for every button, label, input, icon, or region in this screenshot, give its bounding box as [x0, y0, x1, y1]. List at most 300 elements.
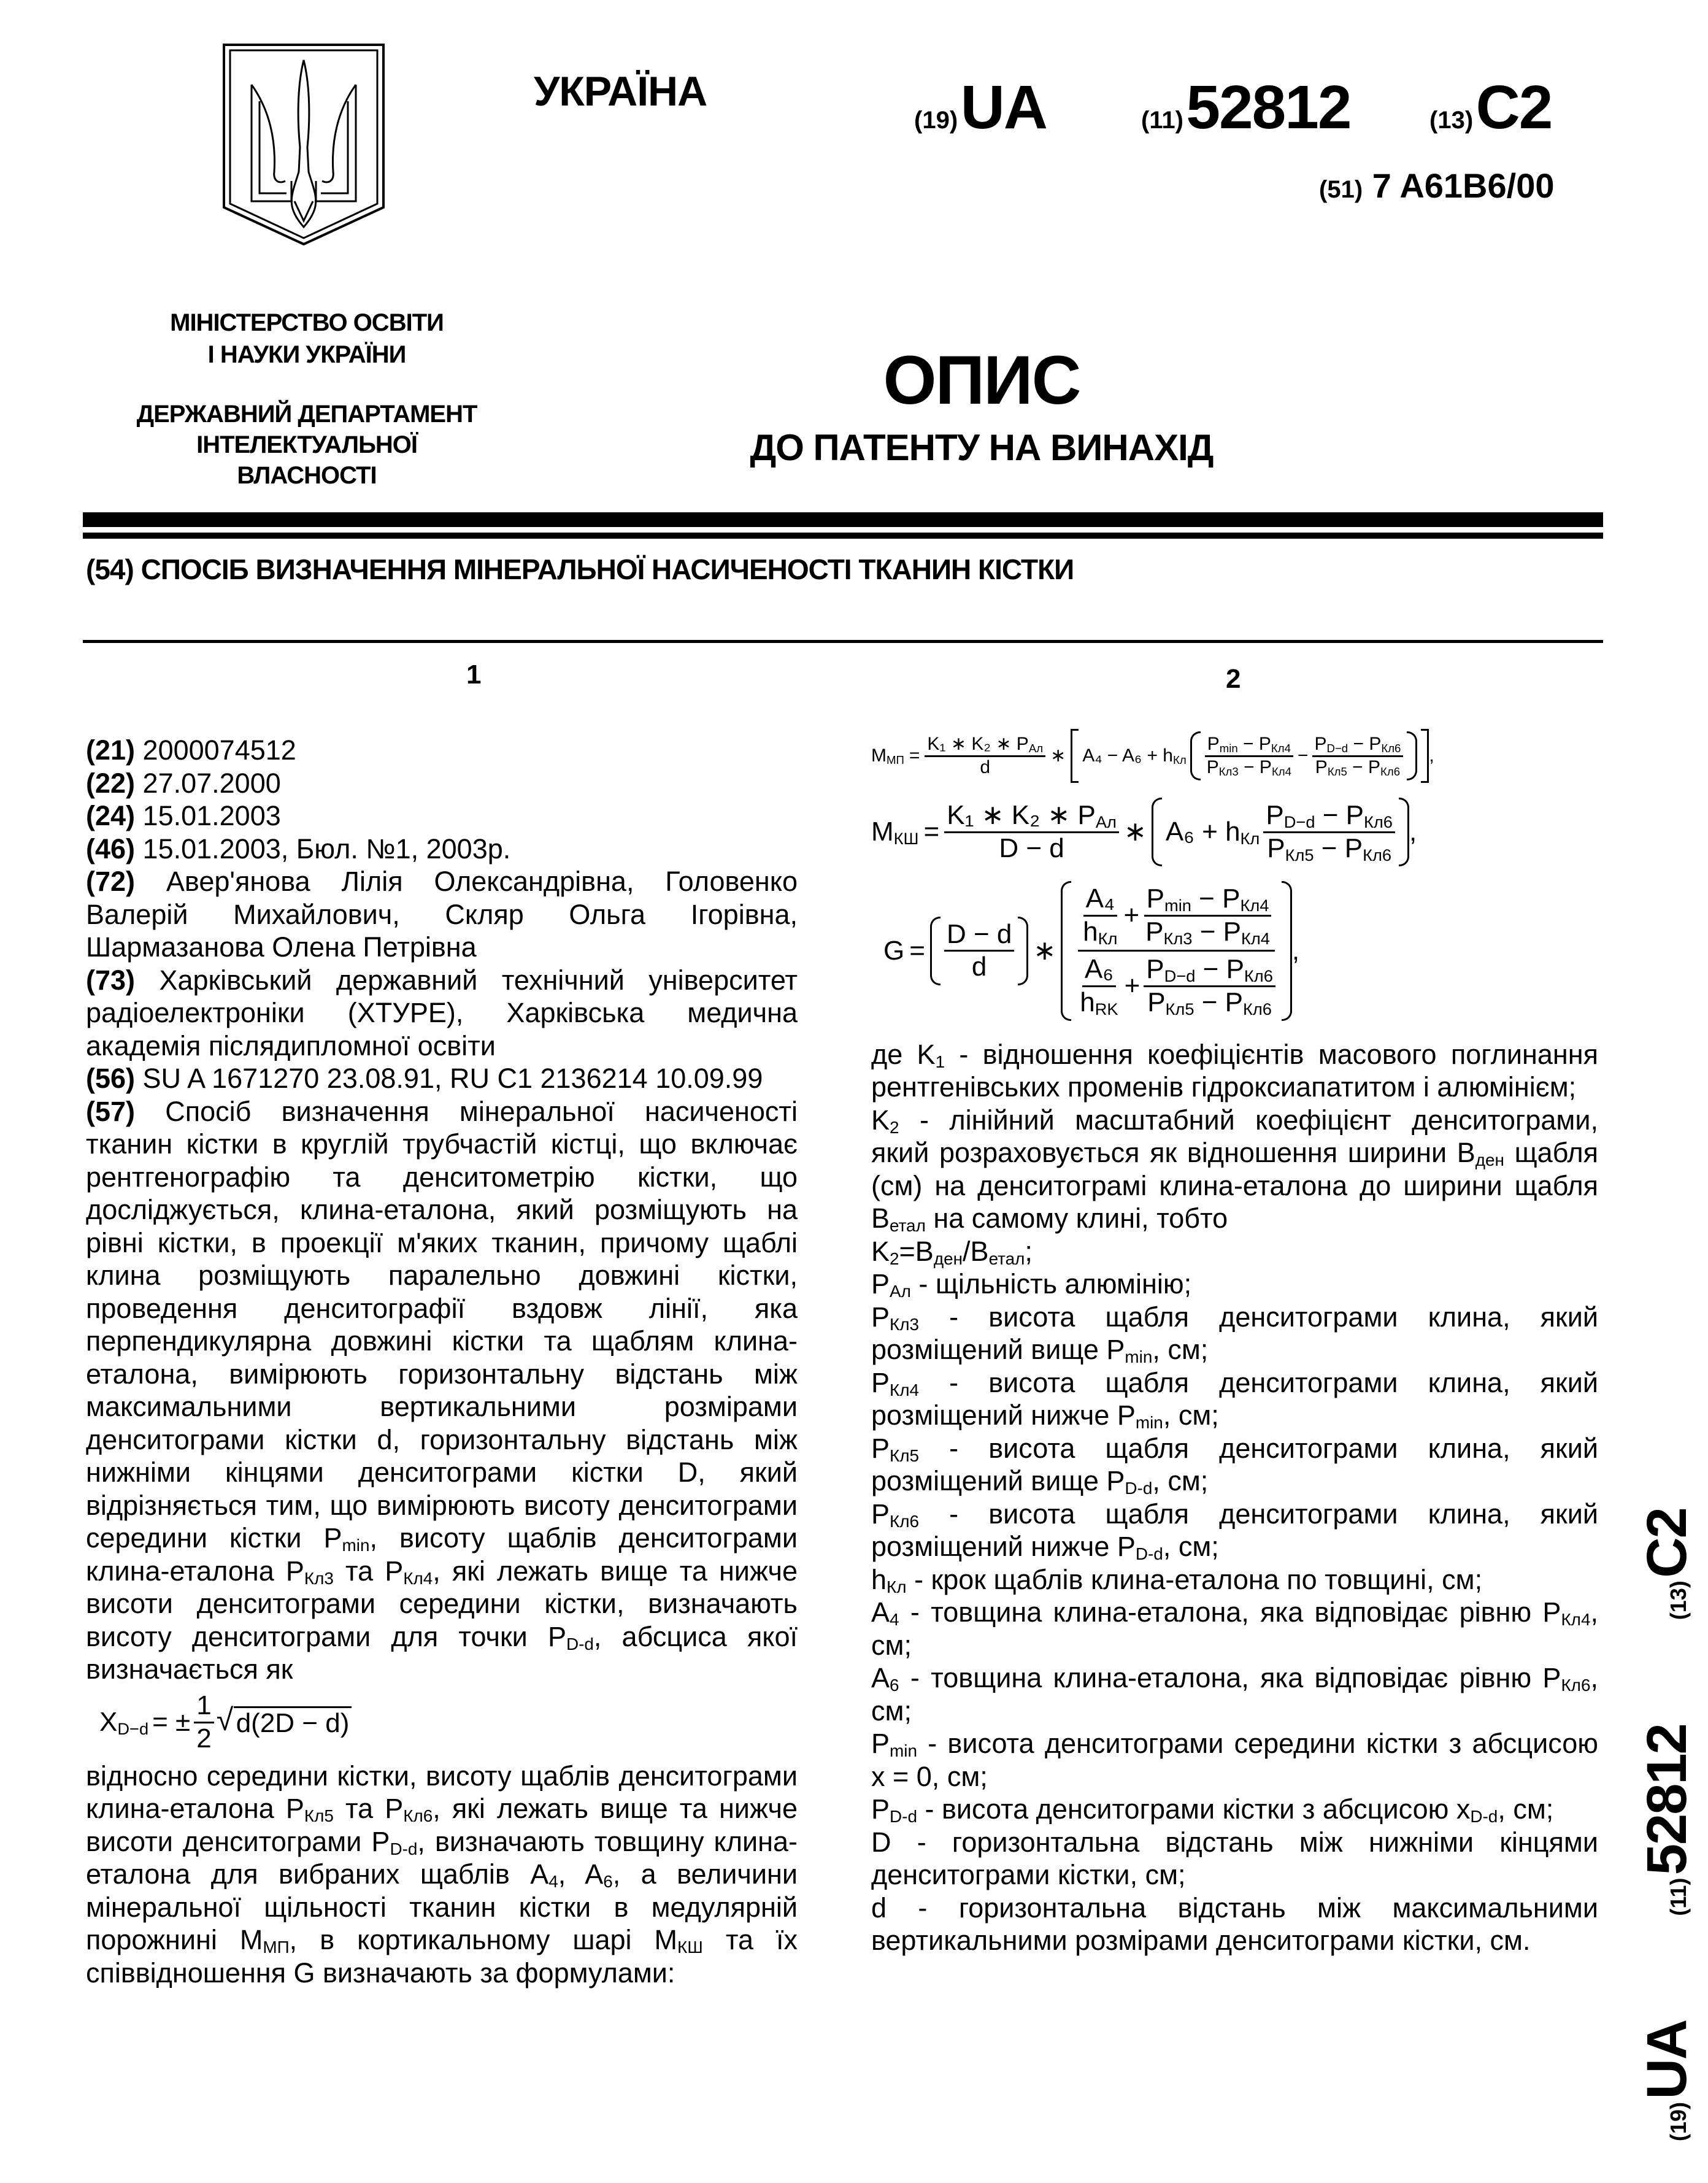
- claim-part: Спосіб визначення мінеральної насиченості тканин кістки в круглій трубчастій кістці, що включає рентгенографію та денситометрію кістки, що досліджується, клина-еталона, який розміщують на рівні кістки, в проекції м'яких тканин, причому щаблі клина розміщують паралельно довжині кістки, проведення денситографії вздовж лінії, яка перпендикулярна довжині кістки та щаблям клина-еталона, вимірюють горизонтальну відстань між максимальними вертикальними розмірами денситограми кістки d, горизонтальну відстань між нижніми кінцями денситограми кістки D, який відрізняється тим, що вимірюють висоту денситограми середини кістки P: [86, 1095, 798, 1554]
- formula-symbol: X: [99, 1707, 118, 1738]
- biblio-entry-inventors: [86, 865, 798, 964]
- compound-fraction: [1075, 884, 1278, 1018]
- claim-code: (57): [86, 1095, 136, 1127]
- header-divider-thick: [83, 512, 1603, 527]
- code-label: (51): [1319, 176, 1363, 203]
- subscript: КШ: [677, 1938, 703, 1957]
- formula-operator: −: [1297, 745, 1309, 766]
- definition-item: [871, 1661, 1598, 1727]
- subscript: Кл4: [1240, 896, 1269, 915]
- claim-part: , A: [558, 1858, 604, 1890]
- definition-text: - висота денситограми середини кістки з абсцисою x = 0, см;: [871, 1728, 1598, 1792]
- definition-text: , см;: [1163, 1400, 1219, 1431]
- definition-item: [871, 1793, 1598, 1826]
- subscript: RK: [1094, 999, 1118, 1018]
- formula-text: h: [1080, 987, 1095, 1017]
- subscript: Кл6: [1363, 845, 1392, 864]
- paren-close: [1399, 798, 1409, 866]
- claim-part: , висоту щаблів денситограми клина-еталона P: [86, 1522, 798, 1587]
- biblio-entry-references: [86, 1062, 798, 1095]
- denominator: d: [971, 952, 987, 982]
- formula-text: P: [1314, 734, 1327, 754]
- formula-term: [1166, 817, 1260, 848]
- code-value: UA: [960, 73, 1047, 142]
- biblio-entry: [86, 767, 798, 800]
- subscript: КШ: [893, 828, 919, 848]
- definition-symbol: P: [871, 1301, 890, 1333]
- biblio-code: (22): [86, 767, 136, 799]
- formula-lhs: [99, 1707, 148, 1738]
- definition-text: - крок щаблів клина-еталона по товщині, см;: [906, 1563, 1483, 1595]
- biblio-code: (46): [86, 833, 136, 864]
- subscript: min: [1219, 742, 1238, 755]
- subscript: Кл: [1098, 928, 1118, 948]
- subscript: Кл6: [1561, 1676, 1591, 1695]
- code-label: (11): [1141, 107, 1183, 134]
- subscript: 6: [603, 1872, 613, 1892]
- definition-symbol: h: [871, 1563, 887, 1595]
- biblio-entry: [86, 734, 798, 767]
- paren-group: [1190, 731, 1418, 780]
- biblio-text: 15.01.2003: [142, 800, 281, 831]
- code-value: 52812: [1186, 73, 1351, 142]
- invention-title: [86, 552, 1074, 587]
- definition-item: [871, 1563, 1598, 1596]
- subscript: 6: [890, 1676, 899, 1695]
- biblio-text: Харківський державний технічний університет радіоелектроніки (ХТУРЕ), Харківська медична академія післядипломної освіти: [86, 964, 798, 1061]
- ministry-line: І НАУКИ УКРАЇНИ: [207, 341, 406, 368]
- formula-punct: ,: [1409, 816, 1417, 847]
- subscript: Кл5: [1327, 764, 1347, 778]
- fraction: [1143, 884, 1272, 947]
- subscript: МП: [887, 753, 904, 766]
- subscript: D-d: [1470, 1807, 1498, 1827]
- definition-text: , см;: [871, 1662, 1598, 1727]
- numerator: [1144, 884, 1272, 917]
- subscript: D-d: [890, 1807, 917, 1827]
- claim-part: , абсциса якої визначається як: [86, 1620, 798, 1685]
- fraction: [1080, 884, 1120, 947]
- claim-part: , в кортикальному шарі M: [289, 1924, 678, 1955]
- formula-punct: ,: [1429, 745, 1434, 766]
- bracket-content: [1082, 729, 1417, 783]
- subscript: Кл3: [304, 1568, 334, 1588]
- definition-symbol: P: [871, 1432, 890, 1464]
- ministry-line: МІНІСТЕРСТВО ОСВІТИ: [170, 309, 444, 336]
- biblio-text: Авер'янова Лілія Олександрівна, Головенко Валерій Михайлович, Скляр Ольга Ігорівна, Шармазанова Олена Петрівна: [86, 866, 798, 963]
- fraction: [194, 1690, 214, 1754]
- subscript: Кл: [887, 1577, 907, 1596]
- subscript: D−d: [117, 1719, 149, 1739]
- numerator: [1312, 734, 1404, 757]
- denominator: 2: [196, 1723, 212, 1754]
- biblio-code: (73): [86, 964, 136, 996]
- claim-part: та P: [333, 1555, 404, 1587]
- biblio-code: (21): [86, 734, 136, 766]
- code-label: (13): [1666, 1580, 1691, 1620]
- ipc-classification: [1319, 166, 1555, 206]
- subscript: Кл5: [1285, 845, 1314, 864]
- paren-group: [1061, 881, 1292, 1020]
- definition-text: - горизонтальна відстань між нижніми кінцями денситограми кістки, см;: [871, 1826, 1598, 1891]
- claim-part: та P: [333, 1793, 404, 1824]
- paren-close: [1282, 881, 1292, 1020]
- bracket-open: [1071, 729, 1079, 783]
- definition-symbol: D: [871, 1826, 891, 1858]
- side-code: [1635, 2020, 1699, 2141]
- formula-text: P: [1146, 884, 1165, 914]
- square-bracket-group: [1071, 729, 1429, 783]
- subscript: D−d: [1326, 742, 1348, 755]
- subscript: Кл4: [890, 1380, 920, 1400]
- definition-text: - висота щабля денситограми клина, який розміщений нижче P: [871, 1498, 1598, 1563]
- definition-symbol: де K: [871, 1038, 936, 1070]
- claim-part: , які лежать вище та нижче висоти денситограми середини кістки, визначають висоту денситограми для точки P: [86, 1555, 798, 1652]
- definition-symbol: K: [871, 1104, 890, 1136]
- code-value: 7 A61B6/00: [1372, 166, 1555, 205]
- formula-text: P: [1267, 833, 1285, 863]
- formula-operator: ∗: [1123, 816, 1147, 847]
- definition-text: - висота щабля денситограми клина, який розміщений вище P: [871, 1432, 1598, 1497]
- biblio-code: (72): [86, 866, 136, 897]
- subscript: Кл6: [1244, 966, 1273, 986]
- paren-open: [1061, 881, 1071, 1020]
- definition-text: =B: [899, 1235, 934, 1267]
- formula-text: P: [1206, 757, 1219, 777]
- subscript: Кл6: [403, 1806, 433, 1826]
- subscript: ден: [1475, 1150, 1504, 1170]
- side-code: [1635, 1724, 1699, 1915]
- denominator: [1204, 757, 1294, 779]
- subscript: МП: [263, 1938, 290, 1957]
- claim-part: відносно середини кістки, висоту щаблів денситограми клина-еталона P: [86, 1760, 798, 1824]
- definition-text: - відношення коефіцієнтів масового поглинання рентгенівських променів гідроксиапатитом і алюмінієм;: [871, 1038, 1598, 1103]
- abscissa-expression: [99, 1690, 352, 1754]
- code-label: (19): [914, 107, 958, 134]
- paren-open: [930, 917, 941, 985]
- definition-text: щабля (см) на денситограмі клина-еталона до ширини щабля B: [871, 1137, 1598, 1234]
- code-value: 52812: [1636, 1724, 1698, 1876]
- definition-item: [871, 1104, 1598, 1235]
- left-column: [86, 734, 798, 1989]
- definition-symbol: P: [871, 1268, 890, 1300]
- subscript: Кл: [1240, 828, 1260, 848]
- definition-text: - товщина клина-еталона, яка відповідає рівню P: [899, 1662, 1561, 1694]
- definition-text: /B: [963, 1235, 989, 1267]
- paren-content: [1166, 798, 1395, 866]
- numerator: [1205, 734, 1293, 757]
- subscript: Кл3: [1163, 928, 1193, 948]
- definition-item: [871, 1892, 1598, 1957]
- paren-content: [1075, 881, 1278, 1020]
- country-code: [914, 72, 1047, 143]
- subscript: D-d: [390, 1839, 418, 1858]
- department-name: [92, 399, 521, 491]
- code-value: C2: [1475, 73, 1552, 142]
- formula-m-mp: [871, 729, 1598, 783]
- side-codes-row: [1620, 1405, 1699, 2160]
- subscript: Ал: [890, 1282, 911, 1301]
- subscript: етал: [988, 1249, 1025, 1268]
- fraction: [944, 919, 1014, 983]
- biblio-text: 2000074512: [142, 734, 296, 766]
- subscript: Кл5: [890, 1446, 920, 1465]
- subscript: Кл: [1173, 753, 1187, 766]
- definition-text: , см;: [1152, 1465, 1209, 1497]
- paren-group: [1152, 798, 1409, 866]
- formula-operator: =: [923, 816, 940, 847]
- paren-close: [1018, 917, 1028, 985]
- numerator: 1: [194, 1690, 214, 1723]
- fraction: [1312, 734, 1404, 778]
- definition-text: , см;: [1163, 1531, 1219, 1563]
- formula-operator: +: [1124, 971, 1141, 1001]
- definition-text: - висота денситограми кістки з абсцисою x: [917, 1793, 1471, 1825]
- claim-part: , які лежать вище та нижче висоти денситограми P: [86, 1793, 798, 1857]
- right-column: [871, 724, 1598, 1957]
- column-number-2: 2: [1226, 664, 1241, 694]
- subscript: Кл6: [890, 1511, 920, 1531]
- subscript: D−d: [1283, 812, 1315, 831]
- definition-item: [871, 1268, 1598, 1301]
- definition-text: - горизонтальна відстань між максимальними вертикальними розмірами денситограми кістки, см.: [871, 1892, 1598, 1957]
- formula-text: − P: [1315, 800, 1364, 830]
- formula-text: K₁ ∗ K₂ ∗ P: [927, 734, 1029, 754]
- trident-coat-of-arms-icon: [218, 43, 390, 245]
- formula-text: K₁ ∗ K₂ ∗ P: [947, 800, 1096, 830]
- subscript: D-d: [1125, 1479, 1153, 1498]
- claim-part: , визначають товщину клина-еталона для вибраних щаблів A: [86, 1825, 798, 1890]
- subscript: 1: [935, 1052, 945, 1071]
- numerator: [1263, 800, 1395, 833]
- formula-lhs: [871, 817, 919, 848]
- subscript: Кл6: [1380, 764, 1401, 778]
- biblio-text: SU A 1671270 23.08.91, RU C1 2136214 10.09.99: [142, 1063, 763, 1094]
- formula-text: − P: [1191, 884, 1241, 914]
- formula-symbol: M: [871, 816, 894, 847]
- formula-text: P: [1147, 987, 1166, 1017]
- denominator: [1145, 987, 1274, 1018]
- formula-text: − P: [1237, 734, 1271, 754]
- claim-text: [86, 1095, 798, 1686]
- formula-operator: =: [909, 745, 920, 766]
- definition-text: - лінійний масштабний коефіцієнт денситограми, який розраховується як відношення ширини B: [871, 1104, 1598, 1169]
- fraction: [925, 734, 1045, 778]
- department-line: ВЛАСНОСТІ: [237, 462, 377, 489]
- definition-text: - товщина клина-еталона, яка відповідає рівню P: [899, 1596, 1561, 1628]
- definition-symbol: A: [871, 1596, 890, 1628]
- definition-symbol: d: [871, 1892, 887, 1923]
- ministry-name: [120, 307, 494, 371]
- subscript: 2: [890, 1249, 899, 1268]
- formula-operator: = ±: [152, 1707, 191, 1738]
- paren-content: [944, 917, 1014, 985]
- numerator: A₆: [1082, 954, 1116, 987]
- subscript: етал: [890, 1216, 926, 1236]
- code-label: (13): [1429, 107, 1474, 134]
- formula-text: P: [1207, 734, 1220, 754]
- formula-text: A₄ − A₆ + h: [1082, 745, 1173, 766]
- country-name: УКРАЇНА: [534, 68, 707, 115]
- title-divider: [83, 640, 1603, 643]
- definition-symbol: K: [871, 1235, 890, 1267]
- formula-text: − P: [1314, 833, 1363, 863]
- denominator: [1080, 917, 1120, 948]
- formula-symbol: M: [871, 745, 887, 766]
- biblio-entry: [86, 833, 798, 866]
- formula-text: P: [1266, 800, 1284, 830]
- definition-text: на самому клині, тобто: [925, 1203, 1228, 1234]
- subscript: Кл4: [1241, 928, 1270, 948]
- biblio-entry-owner: [86, 964, 798, 1063]
- definition-item: [871, 1235, 1598, 1268]
- numerator: [944, 800, 1119, 833]
- subscript: Кл5: [304, 1806, 334, 1826]
- subscript: 4: [890, 1610, 899, 1630]
- subscript: Кл4: [1561, 1610, 1591, 1630]
- subscript: min: [1164, 896, 1191, 915]
- formula-term: [1082, 745, 1186, 767]
- subscript: Кл3: [890, 1314, 920, 1334]
- definition-item: [871, 1727, 1598, 1793]
- formula-g: [883, 881, 1598, 1020]
- claim-part: та їх співвідношення G визначають за формулами:: [86, 1924, 798, 1989]
- definition-symbol: P: [871, 1498, 890, 1530]
- invention-title-code: (54): [86, 553, 134, 585]
- formula-text: − P: [1194, 987, 1244, 1017]
- subscript: Кл6: [1363, 812, 1393, 831]
- claim-part: , а величини мінеральної щільності тканин кістки в медулярній порожнині M: [86, 1858, 798, 1955]
- formula-symbol: G: [883, 935, 905, 966]
- claim-text-continued: [86, 1760, 798, 1990]
- denominator: d: [980, 757, 991, 777]
- subscript: min: [342, 1536, 370, 1555]
- definition-item: [871, 1301, 1598, 1366]
- formula-m-ksh: [871, 798, 1598, 866]
- definition-text: - висота щабля денситограми клина, який розміщений нижче P: [871, 1366, 1598, 1431]
- patent-number: [1141, 72, 1350, 143]
- definition-symbol: P: [871, 1793, 890, 1825]
- subscript: D-d: [566, 1634, 594, 1654]
- subscript: Кл6: [1381, 742, 1401, 755]
- department-line: ІНТЕЛЕКТУАЛЬНОЇ: [196, 431, 417, 458]
- denominator: [1143, 917, 1272, 948]
- invention-title-text: СПОСІБ ВИЗНАЧЕННЯ МІНЕРАЛЬНОЇ НАСИЧЕНОСТІ ТКАНИН КІСТКИ: [140, 553, 1074, 585]
- biblio-code: (56): [86, 1063, 136, 1094]
- biblio-text: 15.01.2003, Бюл. №1, 2003р.: [142, 833, 511, 864]
- subscript: ден: [933, 1249, 963, 1268]
- numerator: [925, 734, 1045, 757]
- column-number-1: 1: [466, 660, 482, 690]
- subscript: Кл4: [1271, 742, 1291, 755]
- formula-text: P: [1146, 954, 1164, 985]
- definition-text: - щільність алюмінію;: [910, 1268, 1192, 1300]
- subscript: min: [890, 1741, 917, 1761]
- definition-text: , см;: [1152, 1334, 1209, 1366]
- formula-operator: +: [1123, 899, 1140, 930]
- definition-text: , см;: [1498, 1793, 1554, 1825]
- subscript: min: [1135, 1413, 1163, 1433]
- definition-item: [871, 1366, 1598, 1432]
- code-label: (19): [1666, 2101, 1691, 2141]
- definition-item: [871, 1432, 1598, 1498]
- subscript: 4: [548, 1872, 558, 1892]
- definition-text: - висота щабля денситограми клина, який розміщений вище P: [871, 1301, 1598, 1366]
- definition-text: , см;: [871, 1596, 1598, 1661]
- paren-open: [1190, 731, 1201, 780]
- formula-punct: ,: [1291, 935, 1300, 966]
- definition-symbol: A: [871, 1662, 890, 1694]
- fraction: [1144, 954, 1275, 1018]
- numerator: [1144, 954, 1275, 987]
- document-kind: [1429, 72, 1552, 143]
- definition-item: [871, 1038, 1598, 1104]
- formula-operator: ∗: [1033, 935, 1056, 966]
- formula-operator: =: [909, 935, 925, 966]
- definition-symbol: P: [871, 1366, 890, 1398]
- definition-item: [871, 1596, 1598, 1661]
- formula-text: − P: [1238, 757, 1272, 777]
- denominator: D − d: [999, 833, 1064, 863]
- denominator: [1264, 833, 1394, 864]
- denominator: [1075, 952, 1278, 1018]
- subscript: Кл4: [403, 1568, 433, 1588]
- biblio-entry: [86, 799, 798, 833]
- paren-open: [1152, 798, 1162, 866]
- definition-item: [871, 1826, 1598, 1892]
- formula-text: A₆ + h: [1165, 816, 1241, 847]
- code-value: C2: [1636, 1508, 1698, 1578]
- subscript: 2: [890, 1117, 899, 1137]
- formula-lhs: [871, 745, 904, 767]
- definition-symbol: P: [871, 1728, 890, 1760]
- header-divider-thin: [83, 533, 1603, 539]
- side-patent-codes: [1620, 1405, 1699, 2160]
- numerator: [1078, 884, 1275, 952]
- abscissa-formula: [86, 1686, 798, 1760]
- definition-text: ;: [1025, 1235, 1033, 1267]
- fraction: [1077, 954, 1120, 1018]
- code-label: (11): [1666, 1877, 1691, 1916]
- formula-text: − P: [1348, 734, 1382, 754]
- numerator: D − d: [944, 919, 1014, 952]
- side-code: [1635, 1508, 1699, 1620]
- subscript: Кл6: [1243, 999, 1272, 1018]
- fraction: [944, 800, 1119, 864]
- code-value: UA: [1636, 2020, 1698, 2100]
- subscript: D−d: [1164, 966, 1196, 986]
- formula-text: − P: [1192, 916, 1241, 947]
- formula-text: h: [1083, 916, 1098, 947]
- formula-text: P: [1315, 757, 1328, 777]
- document-title: ОПИС: [883, 342, 1080, 418]
- subscript: Ал: [1095, 812, 1117, 831]
- subscript: Кл5: [1165, 999, 1194, 1018]
- formula-text: P: [1145, 916, 1164, 947]
- subscript: D-d: [1135, 1544, 1163, 1564]
- numerator: A₄: [1083, 884, 1117, 917]
- denominator: [1313, 757, 1402, 779]
- subscript: min: [1125, 1347, 1153, 1367]
- document-subtitle: ДО ПАТЕНТУ НА ВИНАХІД: [750, 427, 1214, 468]
- paren-content: [1204, 731, 1404, 780]
- subscript: Ал: [1028, 742, 1044, 755]
- formula-text: − P: [1347, 757, 1381, 777]
- department-line: ДЕРЖАВНИЙ ДЕПАРТАМЕНТ: [136, 401, 477, 428]
- paren-group: [930, 917, 1028, 985]
- square-root: √ d(2D − d): [234, 1706, 352, 1739]
- paren-close: [1407, 731, 1417, 780]
